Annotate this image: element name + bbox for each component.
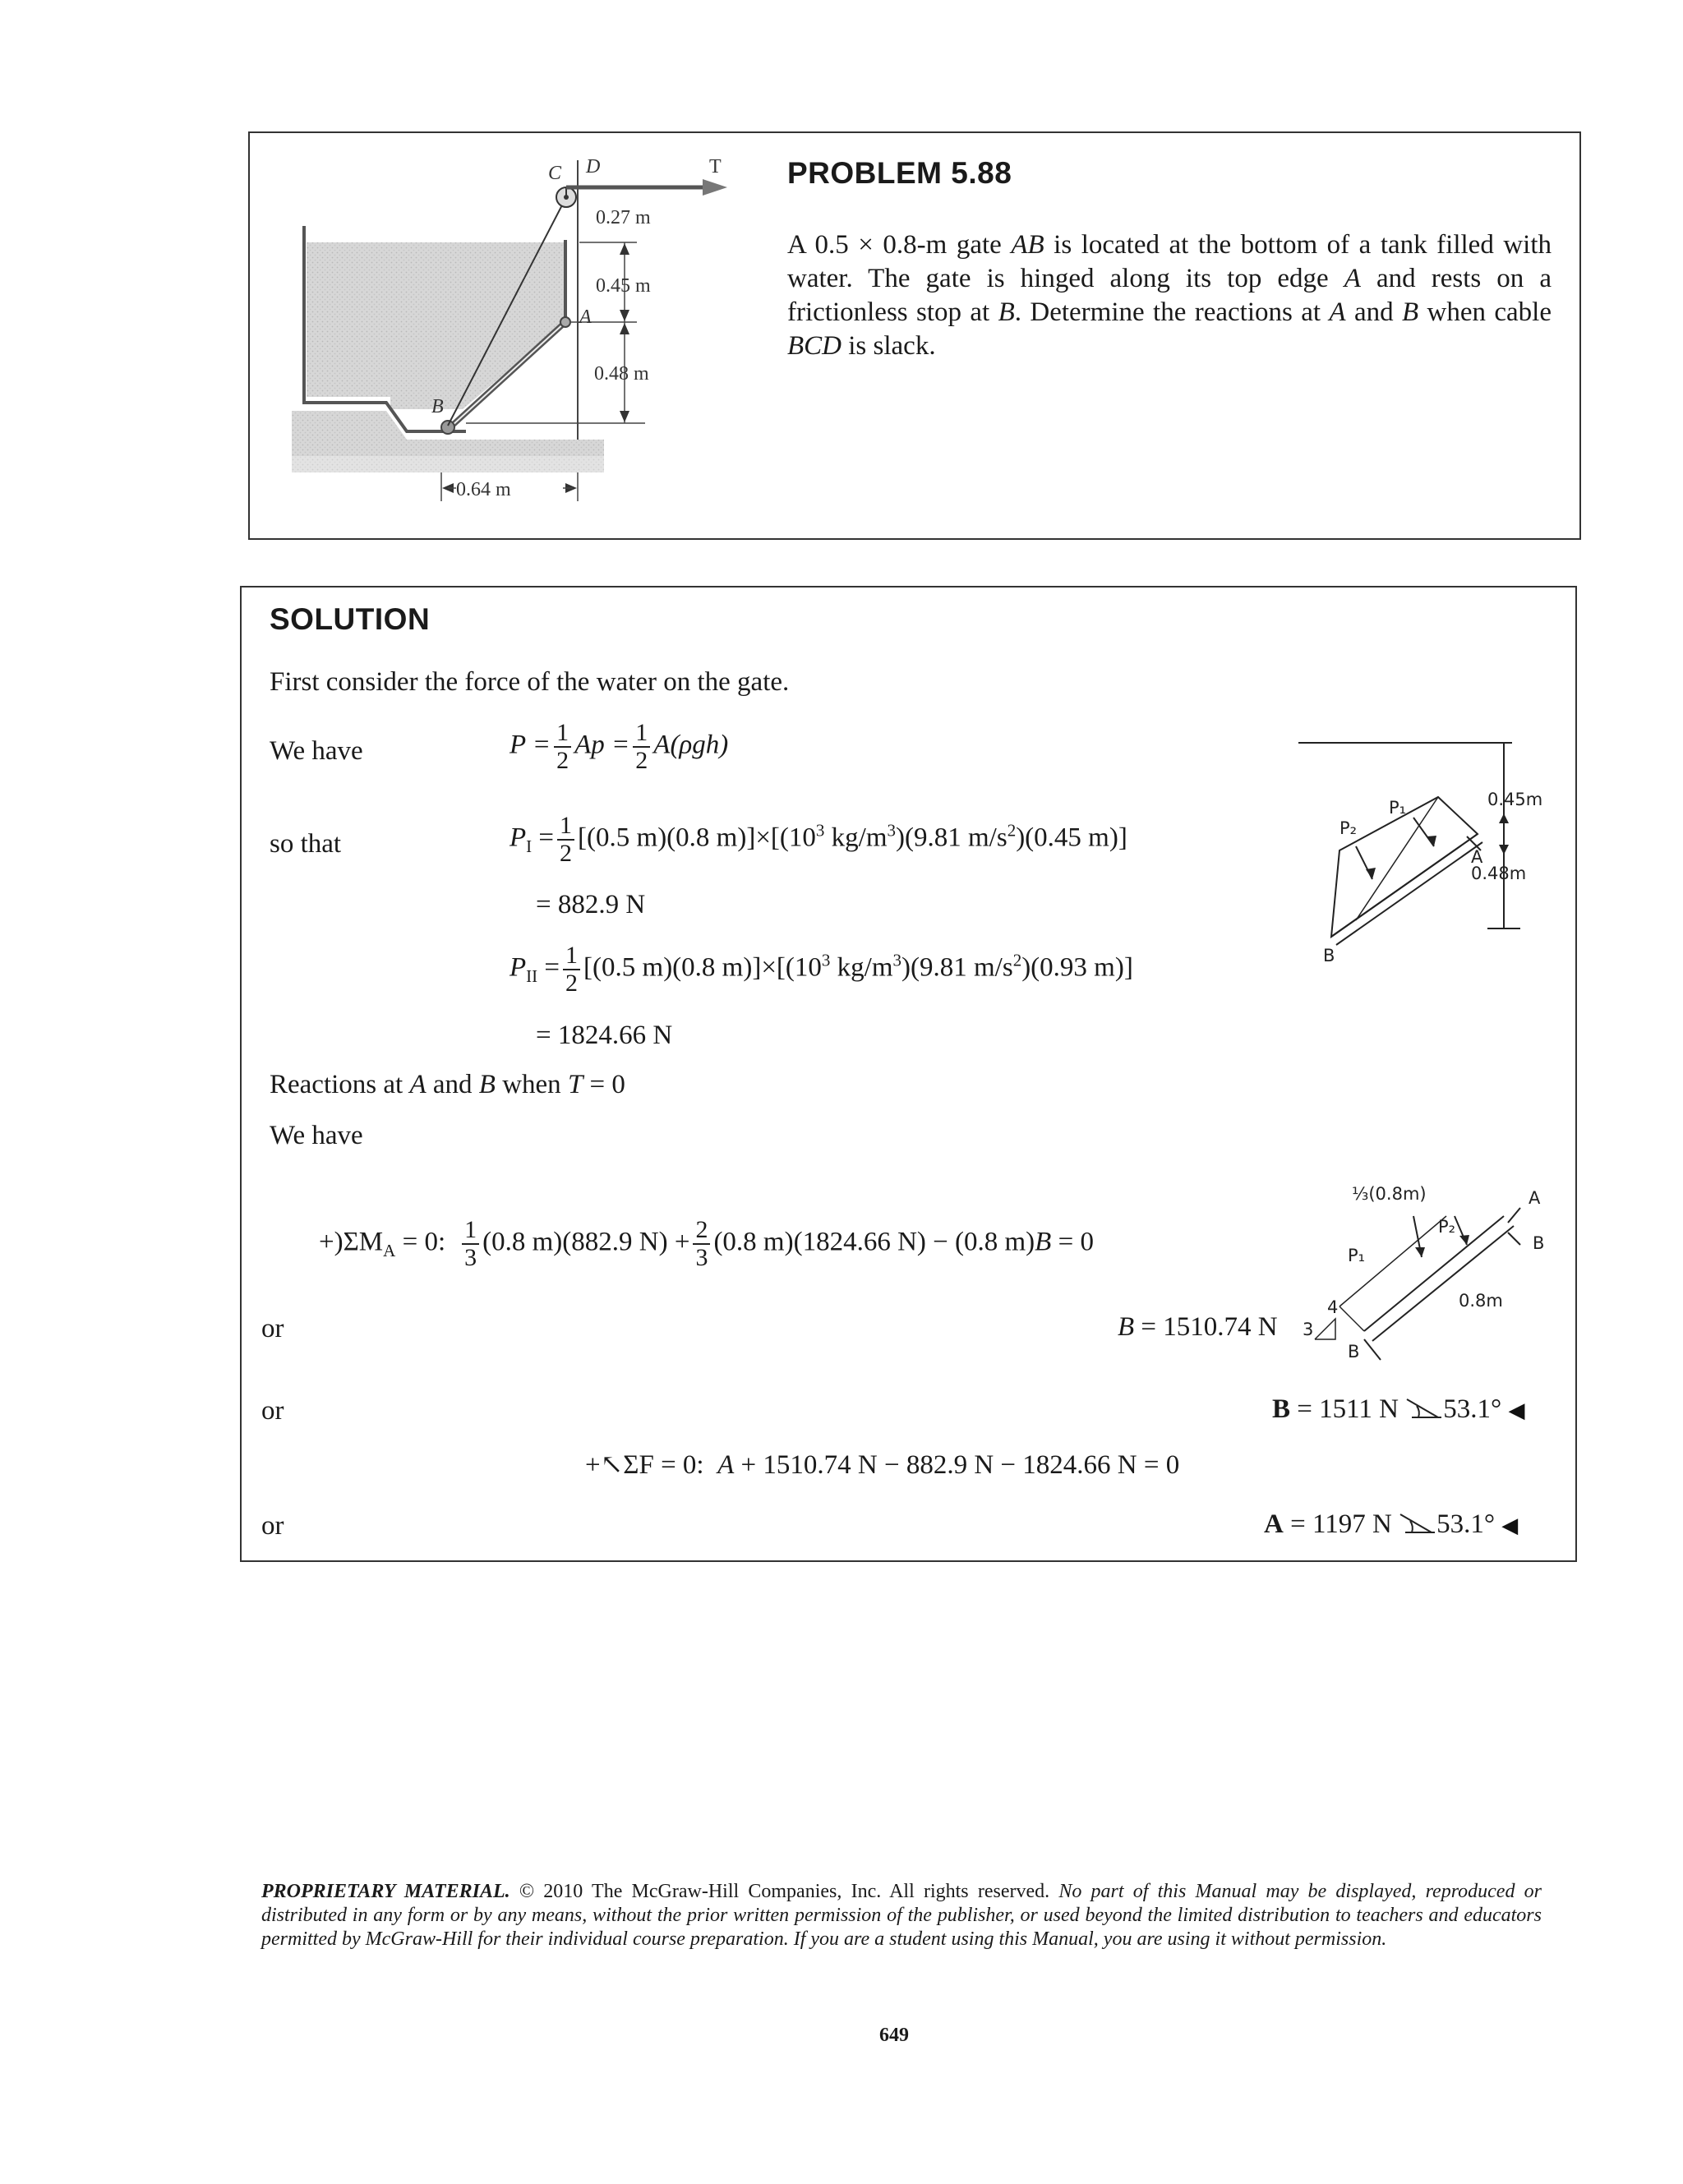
sketch1-d2: 0.48m xyxy=(1471,864,1527,883)
problem-statement: A 0.5 × 0.8-m gate AB is located at the bottom of a tank filled with water. The gate is hinged along its top edge A and rests on a frictionless stop at B. Determine the reactions at A and B when cable BCD is slack. xyxy=(787,230,1552,361)
sketch1-b: B xyxy=(1323,946,1335,961)
force-equation: +↖ΣF = 0: A + 1510.74 N − 882.9 N − 1824.66 N = 0 xyxy=(585,1450,1180,1480)
b-answer: B = 1511 N 53.1° ◀ xyxy=(1272,1394,1525,1424)
moment-equation: $+)\Sigma M_A = 0$: $\frac{1}{3}$ (0.8 m)(882.9 N) + $\frac{2}{3}$ (0.8 m)(1824.66 N) − (0.8 m)B = 0 xyxy=(319,1216,1094,1271)
sketch2-b: B xyxy=(1348,1342,1360,1362)
b-value: B = 1510.74 N xyxy=(1118,1312,1278,1342)
dim-0-45: 0.45 m xyxy=(596,275,651,297)
sketch2-p2: P₂ xyxy=(1438,1217,1456,1237)
sketch1-a: A xyxy=(1471,847,1483,867)
problem-title: PROBLEM 5.88 xyxy=(787,156,1012,190)
reactions-label: Reactions at A and B when T = 0 xyxy=(270,1070,625,1099)
t-arrowhead xyxy=(703,179,727,196)
dim-0-27: 0.27 m xyxy=(596,207,651,228)
label-t: T xyxy=(709,156,722,177)
solution-title: SOLUTION xyxy=(270,602,431,636)
p1-result: = 882.9 N xyxy=(536,890,646,919)
or-label-1: or xyxy=(261,1314,284,1343)
sketch2-p1: P₁ xyxy=(1348,1246,1366,1265)
p1-equation: $P_I$ = $\frac{1}{2}$ [(0.5 m)(0.8 $m)]\times[(10^3$ $kg/m^3)(9.81$ $m/s^2)(0.45$ m)] xyxy=(510,812,1127,867)
p2-result: = 1824.66 N xyxy=(536,1021,673,1050)
angle-symbol-icon xyxy=(1405,1396,1443,1421)
or-label-2: or xyxy=(261,1396,284,1426)
so-that-label: so that xyxy=(270,829,342,859)
label-a: A xyxy=(579,306,592,328)
stop-b xyxy=(441,421,454,434)
sketch2-a: A xyxy=(1529,1188,1541,1208)
free-body-sketch xyxy=(1298,1167,1561,1372)
sketch2-three: 3 xyxy=(1303,1320,1314,1339)
hinge-a xyxy=(560,317,570,327)
answer-marker-icon: ◀ xyxy=(1501,1514,1519,1537)
label-c: C xyxy=(548,163,562,184)
or-label-3: or xyxy=(261,1511,284,1541)
label-d: D xyxy=(586,156,601,177)
water-region xyxy=(307,242,565,409)
we-have-label-1: We have xyxy=(270,736,363,766)
page-number: 649 xyxy=(879,2025,909,2046)
sketch2-four: 4 xyxy=(1327,1297,1339,1317)
sketch2-b-right: B xyxy=(1533,1233,1545,1253)
sketch2-d: 0.8m xyxy=(1459,1291,1503,1311)
pressure-sketch xyxy=(1266,731,1561,961)
sketch1-p1: P₁ xyxy=(1389,798,1407,818)
dim-0-64: 0.64 m xyxy=(456,479,511,500)
problem-figure xyxy=(292,148,752,534)
solution-intro: First consider the force of the water on the gate. xyxy=(270,667,790,697)
sketch2-third: ⅓(0.8m) xyxy=(1352,1184,1427,1204)
answer-marker-icon: ◀ xyxy=(1508,1398,1525,1422)
p2-equation: $P_{II}$ = $\frac{1}{2}$ [(0.5 m)(0.8 $m)]\times[(10^3$ $kg/m^3)(9.81$ $m/s^2)(0.93$ m)] xyxy=(510,942,1133,997)
dim-0-48: 0.48 m xyxy=(594,363,649,385)
label-b: B xyxy=(431,396,444,417)
we-have-label-2: We have xyxy=(270,1121,363,1150)
angle-symbol-icon xyxy=(1399,1511,1436,1536)
sketch1-p2: P₂ xyxy=(1339,818,1358,838)
a-answer: A = 1197 N 53.1° ◀ xyxy=(1264,1509,1519,1539)
copyright-footer: PROPRIETARY MATERIAL. © 2010 The McGraw-Hill Companies, Inc. All rights reserved. No part of this Manual may be displayed, reproduced or distributed in any form or by any means, without the prior written permission of the publisher, or used beyond the limited distribution to teachers and educators permitted by McGraw-Hill for their individual course preparation. If you are a student using this Manual, you are using it without permission. xyxy=(261,1881,1542,1950)
pressure-equation: P = $\frac{1}{2}$ Ap = $\frac{1}{2}$ A(ρgh) xyxy=(510,719,729,774)
sketch1-d1: 0.45m xyxy=(1487,790,1543,809)
